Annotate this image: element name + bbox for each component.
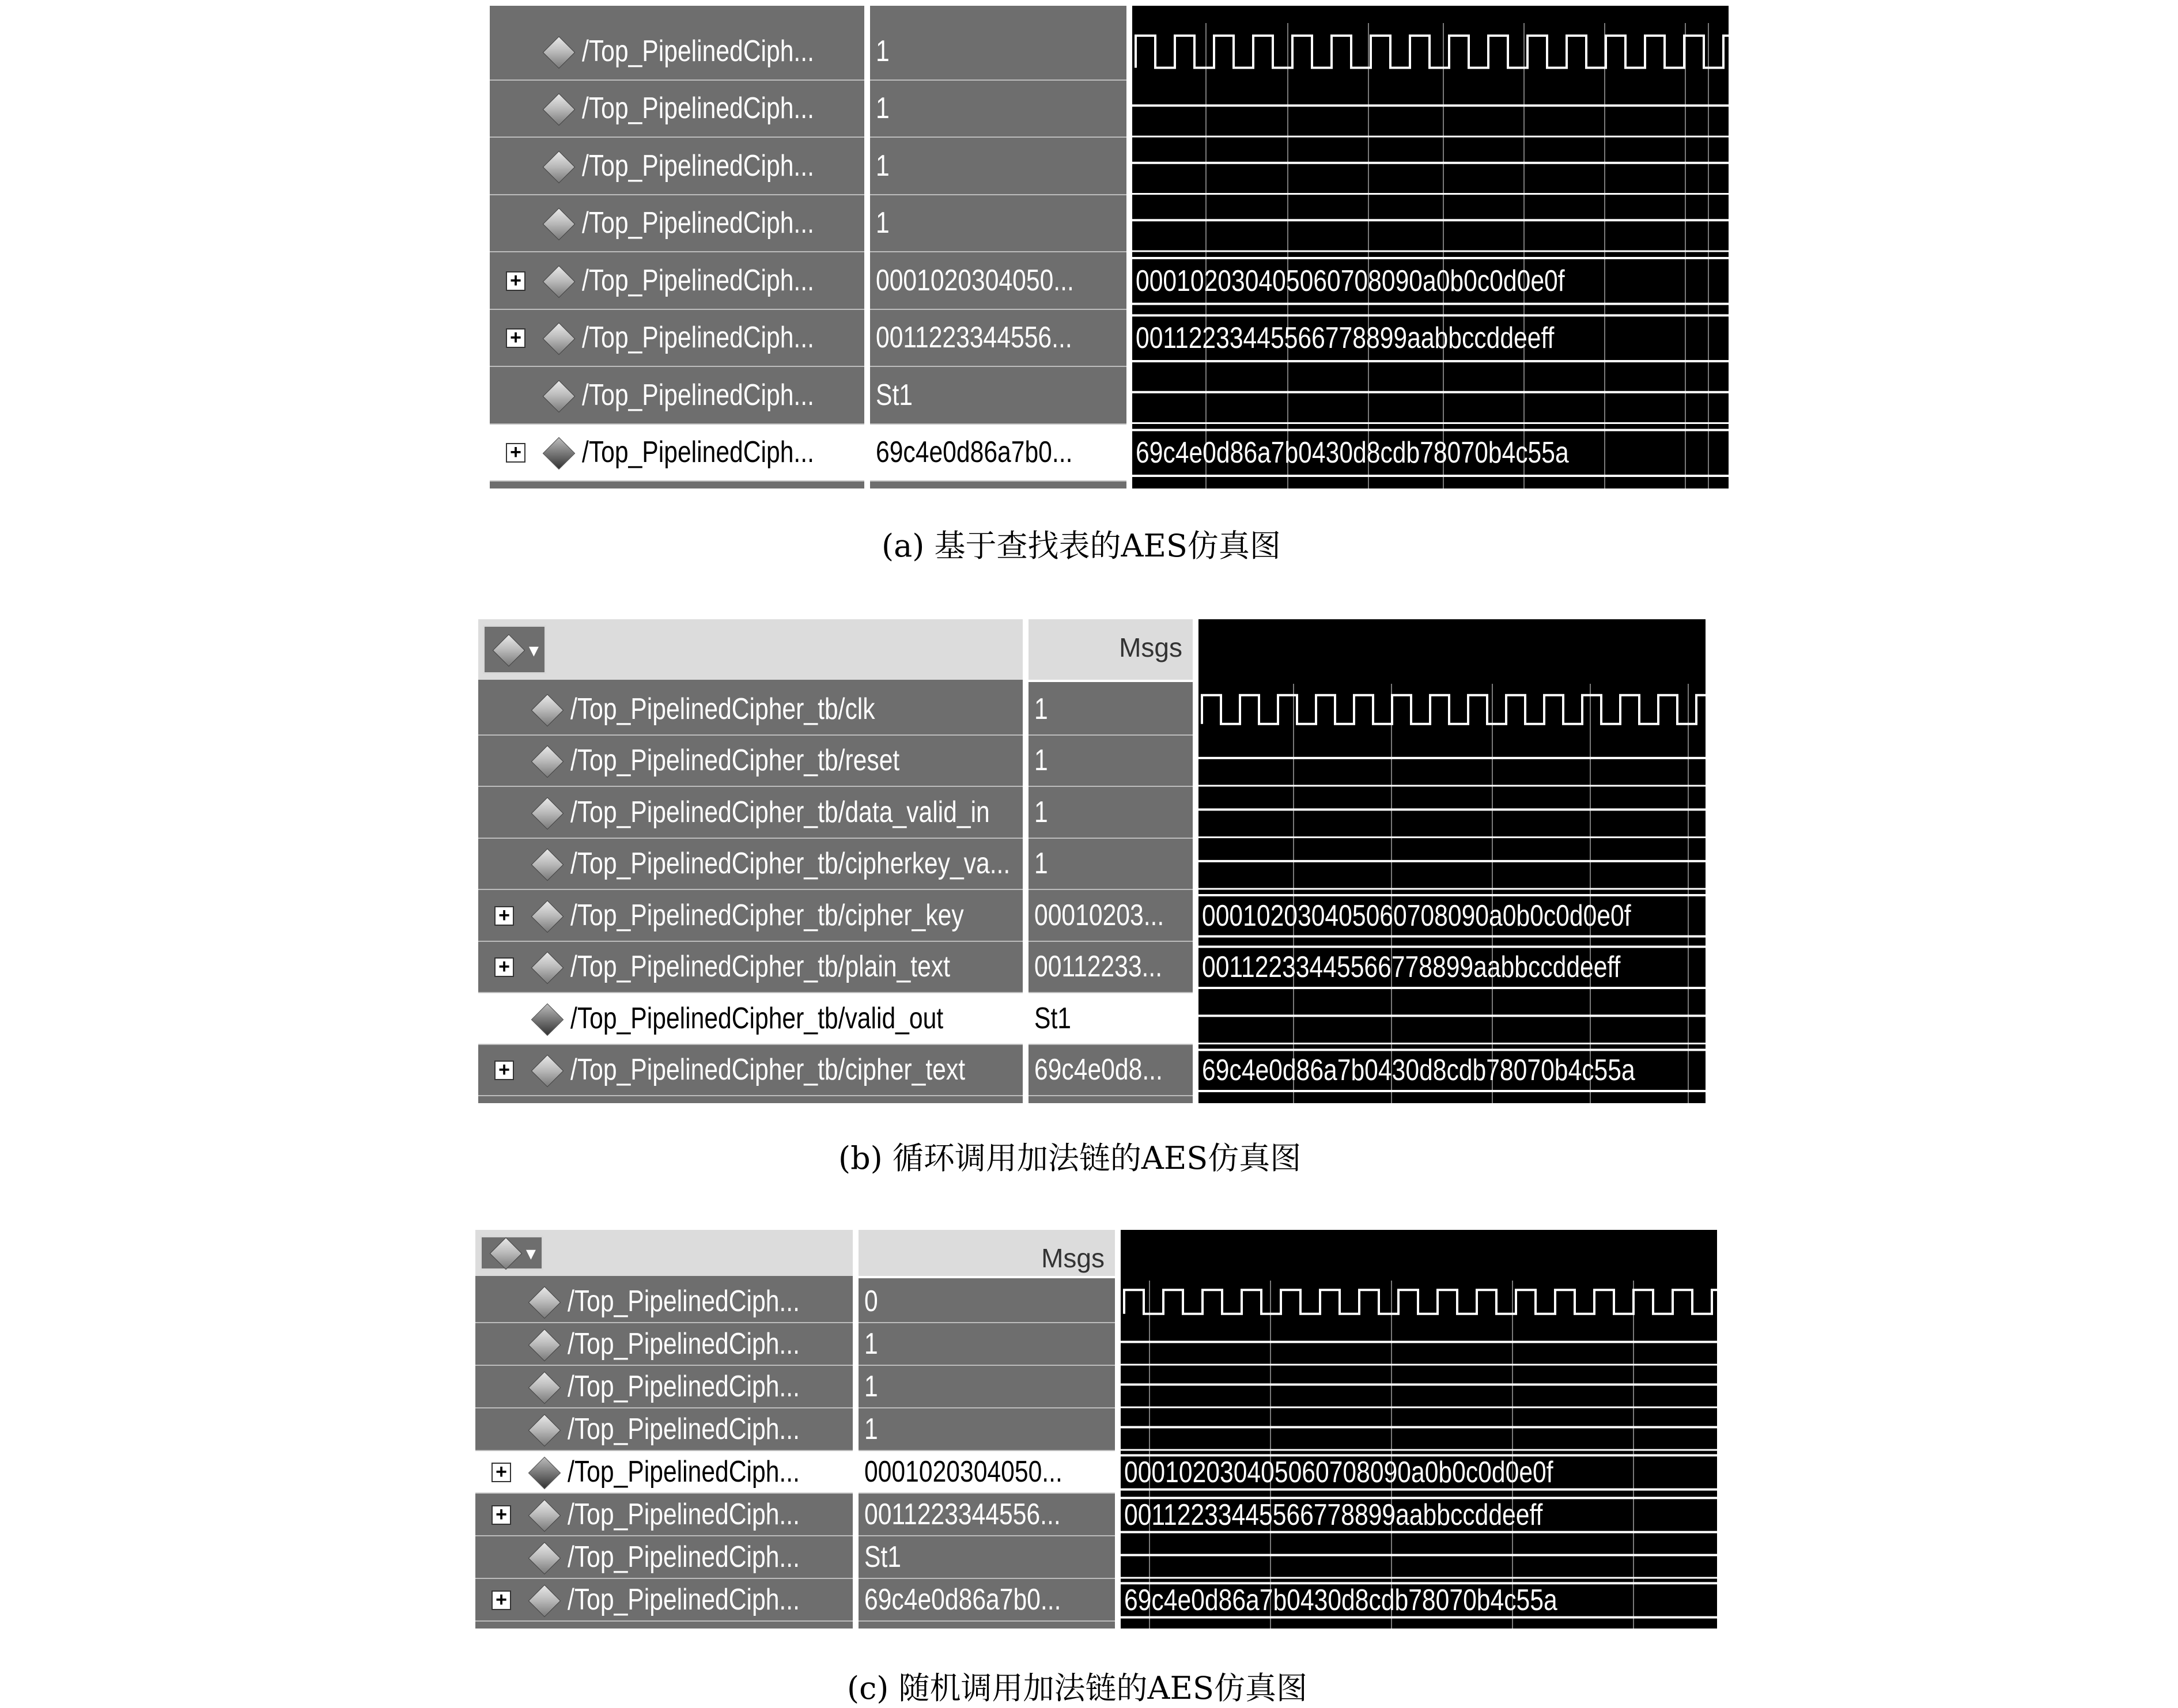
signal-diamond-icon [528,1372,561,1404]
signal-diamond-icon [543,380,576,412]
signal-row[interactable] [490,23,864,81]
signal-name: /Top_PipelinedCiph... [568,1370,800,1403]
signal-value: 1 [864,1327,878,1361]
signal-value-row[interactable] [870,310,1126,368]
signal-name: /Top_PipelinedCiph... [582,149,814,183]
waveform-canvas [1121,1230,1717,1629]
signal-value-row[interactable] [859,1408,1115,1451]
wave-panel-b [478,619,1706,1103]
expand-plus-icon[interactable]: + [494,906,514,926]
expand-plus-icon[interactable]: + [491,1463,511,1482]
signal-value: 00112233... [1034,950,1163,984]
signal-name: /Top_PipelinedCipher_tb/reset [570,744,900,778]
signal-row[interactable] [478,787,1023,839]
signal-value: 1 [876,34,890,68]
clock-waveform [1136,36,1729,68]
signal-row[interactable] [490,138,864,195]
waveform-canvas [1198,619,1706,1103]
clock-waveform [1202,695,1706,724]
wave-panel-c [475,1230,1717,1629]
signal-row[interactable] [490,310,864,368]
signal-value: St1 [876,378,913,412]
signal-names-pane [490,6,864,488]
signal-diamond-icon [531,694,564,726]
signal-name: /Top_PipelinedCiph... [568,1540,800,1574]
signal-value: 1 [876,149,890,183]
signal-value-row[interactable] [1028,787,1193,839]
wave-tool-dropdown[interactable] [483,625,546,674]
signal-diamond-icon [543,265,576,298]
signal-value-row[interactable] [1028,942,1193,994]
signal-values-pane [859,1230,1115,1629]
msgs-header-label: Msgs [1119,633,1182,662]
signal-diamond-icon [528,1542,561,1575]
waveform-canvas [1132,6,1729,488]
signal-value: 0011223344556... [876,321,1072,355]
signal-row[interactable] [490,81,864,138]
signal-value-row[interactable] [1028,736,1193,787]
signal-value-row[interactable] [859,1451,1115,1494]
signal-diamond-icon [531,797,564,830]
signal-value: 0 [864,1285,878,1318]
signal-diamond-icon [531,952,564,984]
signal-row[interactable] [475,1494,853,1536]
signal-diamond-icon [528,1414,561,1447]
signal-value: 1 [1034,795,1048,829]
bus-value-label: 00112233445566778899aabbccddeeff [1124,1498,1543,1532]
bus-value-label: 00112233445566778899aabbccddeeff [1136,321,1555,355]
signal-value: 0011223344556... [864,1498,1061,1531]
signal-row[interactable] [478,736,1023,787]
names-header [475,1230,853,1276]
signal-diamond-icon [543,93,576,126]
signal-value: 1 [864,1370,878,1403]
bus-value-label: 69c4e0d86a7b0430d8cdb78070b4c55a [1202,1054,1635,1088]
wave-tool-dropdown[interactable] [480,1236,543,1270]
chevron-down-icon: ▾ [525,1243,536,1264]
signal-row[interactable] [475,1281,853,1323]
signal-name: /Top_PipelinedCipher_tb/valid_out [570,1001,944,1035]
signal-value: 1 [876,92,890,126]
signal-row[interactable] [475,1536,853,1579]
waveform-pane[interactable] [1132,6,1729,488]
signal-row[interactable] [478,839,1023,891]
signal-name: /Top_PipelinedCipher_tb/plain_text [570,950,951,984]
signal-value: St1 [864,1540,902,1574]
signal-row[interactable] [475,1408,853,1451]
figure-caption-b: (b) 循环调用加法链的AES仿真图 [838,1140,1302,1176]
expand-plus-icon[interactable]: + [491,1590,511,1610]
signal-row[interactable] [475,1323,853,1366]
bus-value-label: 69c4e0d86a7b0430d8cdb78070b4c55a [1124,1584,1557,1617]
clock-waveform [1124,1290,1717,1313]
signal-diamond-icon [543,36,576,69]
signal-names-pane [475,1230,853,1629]
signal-diamond-icon [528,1329,561,1362]
signal-row[interactable] [478,684,1023,736]
signal-name: /Top_PipelinedCipher_tb/clk [570,692,875,726]
signal-value: 69c4e0d8... [1034,1053,1163,1087]
signal-diamond-icon [531,1055,564,1088]
bus-value-label: 000102030405060708090a0b0c0d0e0f [1202,899,1631,933]
signal-row[interactable] [490,252,864,310]
signal-name: /Top_PipelinedCiph... [582,263,814,297]
signal-row[interactable] [478,890,1023,942]
signal-row[interactable] [475,1579,853,1622]
expand-plus-icon[interactable]: + [506,271,525,291]
signal-diamond-icon [543,150,576,183]
signal-values-pane [1028,619,1193,1103]
signal-diamond-icon [528,1286,561,1319]
bus-value-label: 000102030405060708090a0b0c0d0e0f [1124,1456,1553,1489]
signal-diamond-icon [543,208,576,241]
bus-value-label: 00112233445566778899aabbccddeeff [1202,950,1621,984]
signal-name: /Top_PipelinedCiph... [568,1455,800,1489]
signal-tool-icon [493,634,525,666]
signal-name: /Top_PipelinedCiph... [582,206,814,240]
chevron-down-icon: ▾ [528,639,539,661]
signal-name: /Top_PipelinedCiph... [568,1583,800,1616]
signal-value-row[interactable] [859,1323,1115,1366]
signal-diamond-icon [528,1585,561,1618]
expand-plus-icon[interactable]: + [491,1505,511,1525]
signal-value: 1 [1034,692,1048,726]
signal-value: 0001020304050... [876,263,1074,297]
figure-caption-a: (a) 基于查找表的AES仿真图 [882,528,1281,564]
signal-names-pane [478,619,1023,1103]
signal-diamond-icon [531,1003,564,1036]
signal-value-row[interactable] [870,252,1126,310]
waveform-pane[interactable] [1198,619,1706,1103]
wave-panel-a [490,6,1729,488]
bus-value-label: 69c4e0d86a7b0430d8cdb78070b4c55a [1136,436,1569,470]
msgs-header-label: Msgs [1041,1243,1105,1273]
signal-values-pane [870,6,1126,488]
signal-value-row[interactable] [870,195,1126,253]
signal-row[interactable] [478,942,1023,994]
signal-value-row[interactable] [1028,993,1193,1045]
signal-value-row[interactable] [1028,890,1193,942]
signal-value: 69c4e0d86a7b0... [864,1583,1061,1616]
signal-value-row[interactable] [859,1366,1115,1408]
signal-name: /Top_PipelinedCipher_tb/cipher_key [570,898,964,932]
signal-value-row[interactable] [1028,1045,1193,1097]
signal-value: 00010203... [1034,898,1164,932]
signal-value: 1 [864,1412,878,1446]
signal-value: 0001020304050... [864,1455,1062,1489]
signal-row[interactable] [478,993,1023,1045]
signal-value-row[interactable] [870,367,1126,425]
signal-diamond-icon [528,1457,561,1490]
signal-diamond-icon [528,1499,561,1532]
signal-row[interactable] [475,1366,853,1408]
signal-row[interactable] [490,425,864,482]
signal-value: 1 [1034,847,1048,881]
signal-diamond-icon [531,849,564,881]
expand-plus-icon[interactable]: + [494,1061,514,1080]
signal-value: 1 [876,206,890,240]
expand-plus-icon[interactable]: + [506,443,525,463]
signal-diamond-icon [531,745,564,778]
signal-value: 69c4e0d86a7b0... [876,435,1073,469]
signal-value-row[interactable] [870,138,1126,195]
signal-name: /Top_PipelinedCiph... [568,1412,800,1446]
signal-value-row[interactable] [870,23,1126,81]
signal-row[interactable] [478,1045,1023,1097]
signal-value-row[interactable] [870,81,1126,138]
signal-value-row[interactable] [859,1579,1115,1622]
signal-name: /Top_PipelinedCiph... [568,1498,800,1531]
signal-diamond-icon [531,900,564,933]
signal-value: St1 [1034,1001,1072,1035]
signal-value-row[interactable] [870,425,1126,482]
names-header [478,619,1023,680]
signal-value-row[interactable] [859,1536,1115,1579]
signal-name: /Top_PipelinedCiph... [568,1285,800,1318]
signal-value: 1 [1034,744,1048,778]
signal-value-row[interactable] [859,1281,1115,1323]
expand-plus-icon[interactable]: + [506,328,525,348]
values-header [859,1230,1115,1278]
bus-value-label: 000102030405060708090a0b0c0d0e0f [1136,264,1565,298]
signal-value-row[interactable] [1028,839,1193,891]
signal-value-row[interactable] [1028,684,1193,736]
signal-tool-icon [490,1237,523,1270]
signal-name: /Top_PipelinedCiph... [582,92,814,126]
waveform-pane[interactable] [1121,1230,1717,1629]
signal-row[interactable] [490,195,864,253]
signal-name: /Top_PipelinedCiph... [582,435,814,469]
signal-row[interactable] [490,367,864,425]
signal-row[interactable] [475,1451,853,1494]
signal-name: /Top_PipelinedCiph... [582,378,814,412]
signal-name: /Top_PipelinedCipher_tb/cipher_text [570,1053,966,1087]
figure-caption-c: (c) 随机调用加法链的AES仿真图 [847,1670,1307,1706]
signal-name: /Top_PipelinedCipher_tb/cipherkey_va... [570,847,1011,881]
signal-diamond-icon [543,437,576,470]
signal-name: /Top_PipelinedCiph... [582,34,814,68]
signal-diamond-icon [543,323,576,355]
signal-name: /Top_PipelinedCiph... [568,1327,800,1361]
signal-name: /Top_PipelinedCiph... [582,321,814,355]
values-header [1028,619,1193,682]
expand-plus-icon[interactable]: + [494,957,514,977]
signal-value-row[interactable] [859,1494,1115,1536]
signal-name: /Top_PipelinedCipher_tb/data_valid_in [570,795,990,829]
